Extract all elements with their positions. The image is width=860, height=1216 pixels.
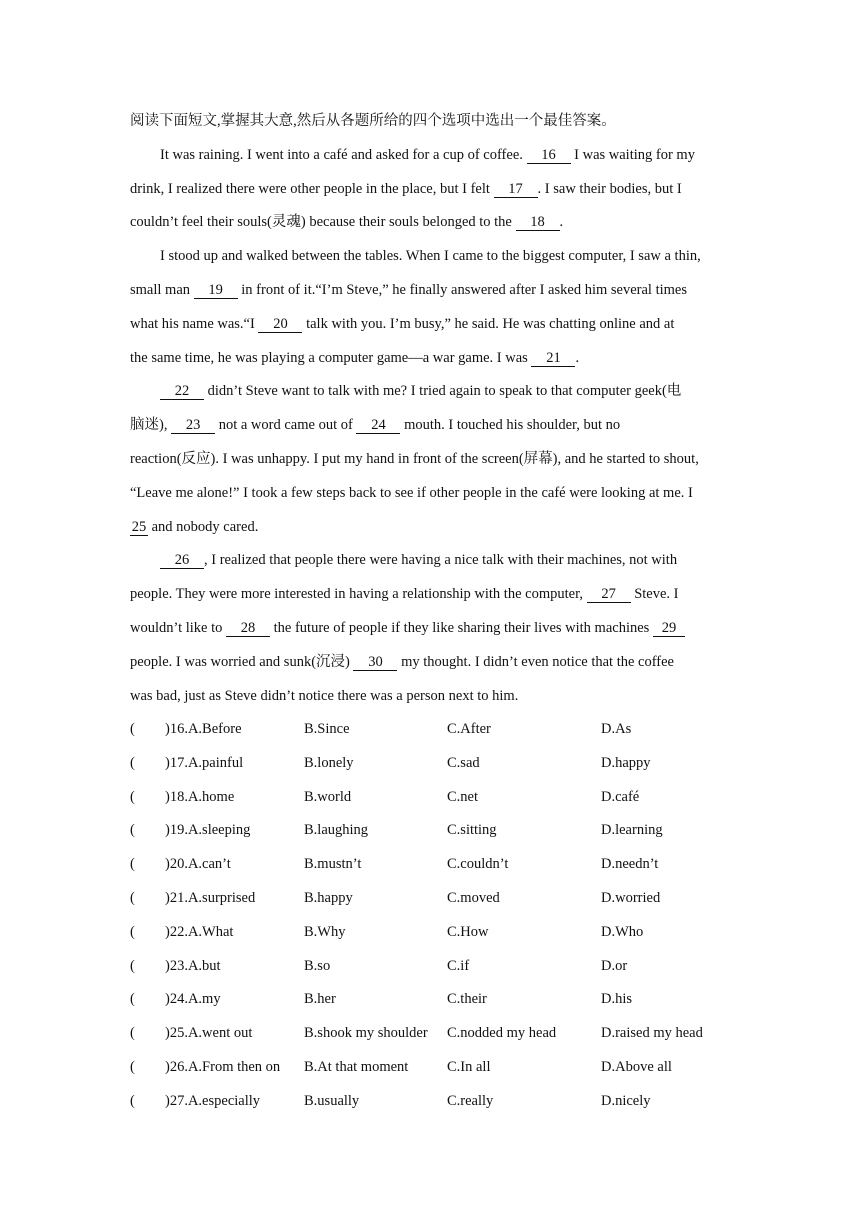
option-a: )23.A.but — [165, 957, 221, 974]
option-c: C.How — [447, 923, 489, 940]
answer-paren: ( — [130, 1025, 135, 1042]
option-row — [130, 713, 730, 747]
blank-30: 30 — [353, 654, 397, 671]
blank-21: 21 — [531, 350, 575, 367]
text-run: people. They were more interested in having a relationship with the computer, — [130, 586, 587, 603]
option-a: )18.A.home — [165, 788, 235, 805]
option-d: D.needn’t — [601, 856, 659, 873]
option-c: C.moved — [447, 889, 500, 906]
options-list — [130, 713, 730, 1119]
text-run: 脑迷), — [130, 417, 172, 434]
text-run: in front of it.“I’m Steve,” he finally answered after I asked him several times — [237, 281, 687, 298]
option-a: )24.A.my — [165, 991, 221, 1008]
option-row — [130, 848, 730, 882]
passage-line — [130, 308, 732, 342]
passage-line — [130, 173, 732, 207]
option-a: )17.A.painful — [165, 754, 244, 771]
option-d: D.nicely — [601, 1092, 651, 1109]
text-run: couldn’t feel their souls(灵魂) because their souls belonged to the — [130, 214, 516, 231]
option-row — [130, 983, 730, 1017]
option-d: D.or — [601, 957, 628, 974]
blank-26: 26 — [160, 552, 204, 569]
option-row — [130, 1051, 730, 1085]
passage-line — [130, 511, 732, 545]
text-run: . I saw their bodies, but I — [537, 180, 682, 197]
blank-29: 29 — [653, 620, 685, 637]
option-d: D.happy — [601, 754, 651, 771]
blank-28: 28 — [226, 620, 270, 637]
text-run: mouth. I touched his shoulder, but no — [400, 417, 621, 434]
answer-paren: ( — [130, 923, 135, 940]
option-c: C.couldn’t — [447, 856, 509, 873]
passage-line — [130, 342, 732, 376]
passage-line — [130, 274, 732, 308]
blank-18: 18 — [516, 214, 560, 231]
option-b: B.happy — [304, 889, 353, 906]
option-b: B.mustn’t — [304, 856, 362, 873]
passage-line — [130, 206, 732, 240]
option-d: D.raised my head — [601, 1025, 703, 1042]
option-b: B.laughing — [304, 822, 369, 839]
option-b: B.world — [304, 788, 352, 805]
option-c: C.sitting — [447, 822, 497, 839]
option-a: )26.A.From then on — [165, 1058, 281, 1075]
option-b: B.Why — [304, 923, 346, 940]
blank-20: 20 — [258, 316, 302, 333]
text-run: . — [575, 349, 580, 366]
option-row — [130, 814, 730, 848]
option-d: D.Who — [601, 923, 644, 940]
option-d: D.café — [601, 788, 640, 805]
option-c: C.net — [447, 788, 479, 805]
passage-line — [130, 409, 732, 443]
option-row — [130, 950, 730, 984]
blank-27: 27 — [587, 586, 631, 603]
passage-line: “Leave me alone!” I took a few steps back to see if other people in the café were looking at me. I — [130, 484, 693, 501]
instructions: 阅读下面短文,掌握其大意,然后从各题所给的四个选项中选出一个最佳答案。 — [130, 113, 616, 129]
option-b: B.so — [304, 957, 331, 974]
option-c: C.After — [447, 721, 491, 737]
answer-paren: ( — [130, 754, 135, 771]
option-b: B.her — [304, 991, 336, 1008]
option-row — [130, 1085, 730, 1119]
option-c: C.nodded my head — [447, 1025, 557, 1042]
option-a: )20.A.can’t — [165, 856, 231, 873]
option-b: B.usually — [304, 1092, 360, 1109]
passage-line — [130, 578, 732, 612]
option-d: D.his — [601, 991, 633, 1008]
option-b: B.lonely — [304, 754, 354, 771]
blank-22: 22 — [160, 383, 204, 400]
answer-paren: ( — [130, 1092, 135, 1109]
option-c: C.sad — [447, 754, 480, 771]
answer-paren: ( — [130, 856, 135, 873]
blank-17: 17 — [494, 181, 538, 198]
option-d: D.As — [601, 721, 632, 737]
text-run: the future of people if they like sharing their lives with machines — [270, 619, 653, 636]
answer-paren: ( — [130, 721, 135, 737]
blank-25: 25 — [131, 518, 147, 535]
text-run: wouldn’t like to — [130, 619, 226, 636]
text-run: . — [559, 214, 564, 231]
answer-paren: ( — [130, 822, 135, 839]
text-run: not a word came out of — [215, 417, 357, 434]
answer-paren: ( — [130, 788, 135, 805]
option-b: B.shook my shoulder — [304, 1025, 428, 1042]
option-row — [130, 882, 730, 916]
option-c: C.if — [447, 957, 470, 974]
answer-paren: ( — [130, 889, 135, 906]
blank-19: 19 — [194, 282, 238, 299]
text-run: what his name was.“I — [130, 315, 259, 332]
text-run: my thought. I didn’t even notice that the coffee — [397, 653, 674, 670]
option-a: )16.A.Before — [165, 721, 242, 737]
text-run: I was waiting for my — [570, 146, 695, 163]
option-b: B.At that moment — [304, 1058, 409, 1075]
blank-24: 24 — [356, 417, 400, 434]
text-run: Steve. I — [630, 586, 679, 603]
passage-line: reaction(反应). I was unhappy. I put my hand in front of the screen(屏幕), and he started to shout, — [130, 450, 699, 467]
blank-16: 16 — [527, 147, 571, 164]
text-run: and nobody cared. — [148, 518, 259, 535]
answer-paren: ( — [130, 991, 135, 1008]
option-row — [130, 916, 730, 950]
option-d: D.worried — [601, 889, 661, 906]
option-c: C.really — [447, 1092, 494, 1109]
option-row — [130, 781, 730, 815]
passage-line — [130, 544, 732, 578]
option-a: )27.A.especially — [165, 1092, 261, 1109]
option-a: )22.A.What — [165, 923, 234, 940]
option-a: )21.A.surprised — [165, 889, 256, 906]
option-b: B.Since — [304, 721, 350, 737]
text-run: the same time, he was playing a computer game—a war game. I was — [130, 349, 532, 366]
text-run: small man — [130, 281, 194, 298]
text-run: didn’t Steve want to talk with me? I tried again to speak to that computer geek(电 — [204, 383, 682, 400]
passage-line — [130, 612, 732, 646]
option-row — [130, 747, 730, 781]
option-a: )19.A.sleeping — [165, 822, 251, 839]
option-c: C.In all — [447, 1058, 491, 1075]
text-run: people. I was worried and sunk(沉浸) — [130, 653, 354, 670]
passage-text — [130, 105, 732, 713]
passage-line: was bad, just as Steve didn’t notice there was a person next to him. — [130, 687, 519, 704]
passage-line — [130, 139, 732, 173]
passage-line — [130, 646, 732, 680]
answer-paren: ( — [130, 957, 135, 974]
option-c: C.their — [447, 991, 487, 1008]
text-run: talk with you. I’m busy,” he said. He was chatting online and at — [302, 315, 675, 332]
option-d: D.learning — [601, 822, 663, 839]
answer-paren: ( — [130, 1058, 135, 1075]
passage-line: I stood up and walked between the tables. When I came to the biggest computer, I saw a thin, — [160, 248, 701, 265]
option-d: D.Above all — [601, 1058, 672, 1075]
text-run: It was raining. I went into a café and asked for a cup of coffee. — [160, 146, 527, 163]
passage-line — [130, 375, 732, 409]
option-row — [130, 1017, 730, 1051]
blank-23: 23 — [171, 417, 215, 434]
option-a: )25.A.went out — [165, 1025, 253, 1042]
text-run: , I realized that people there were having a nice talk with their machines, not with — [204, 552, 678, 569]
text-run: drink, I realized there were other people in the place, but I felt — [130, 180, 494, 197]
